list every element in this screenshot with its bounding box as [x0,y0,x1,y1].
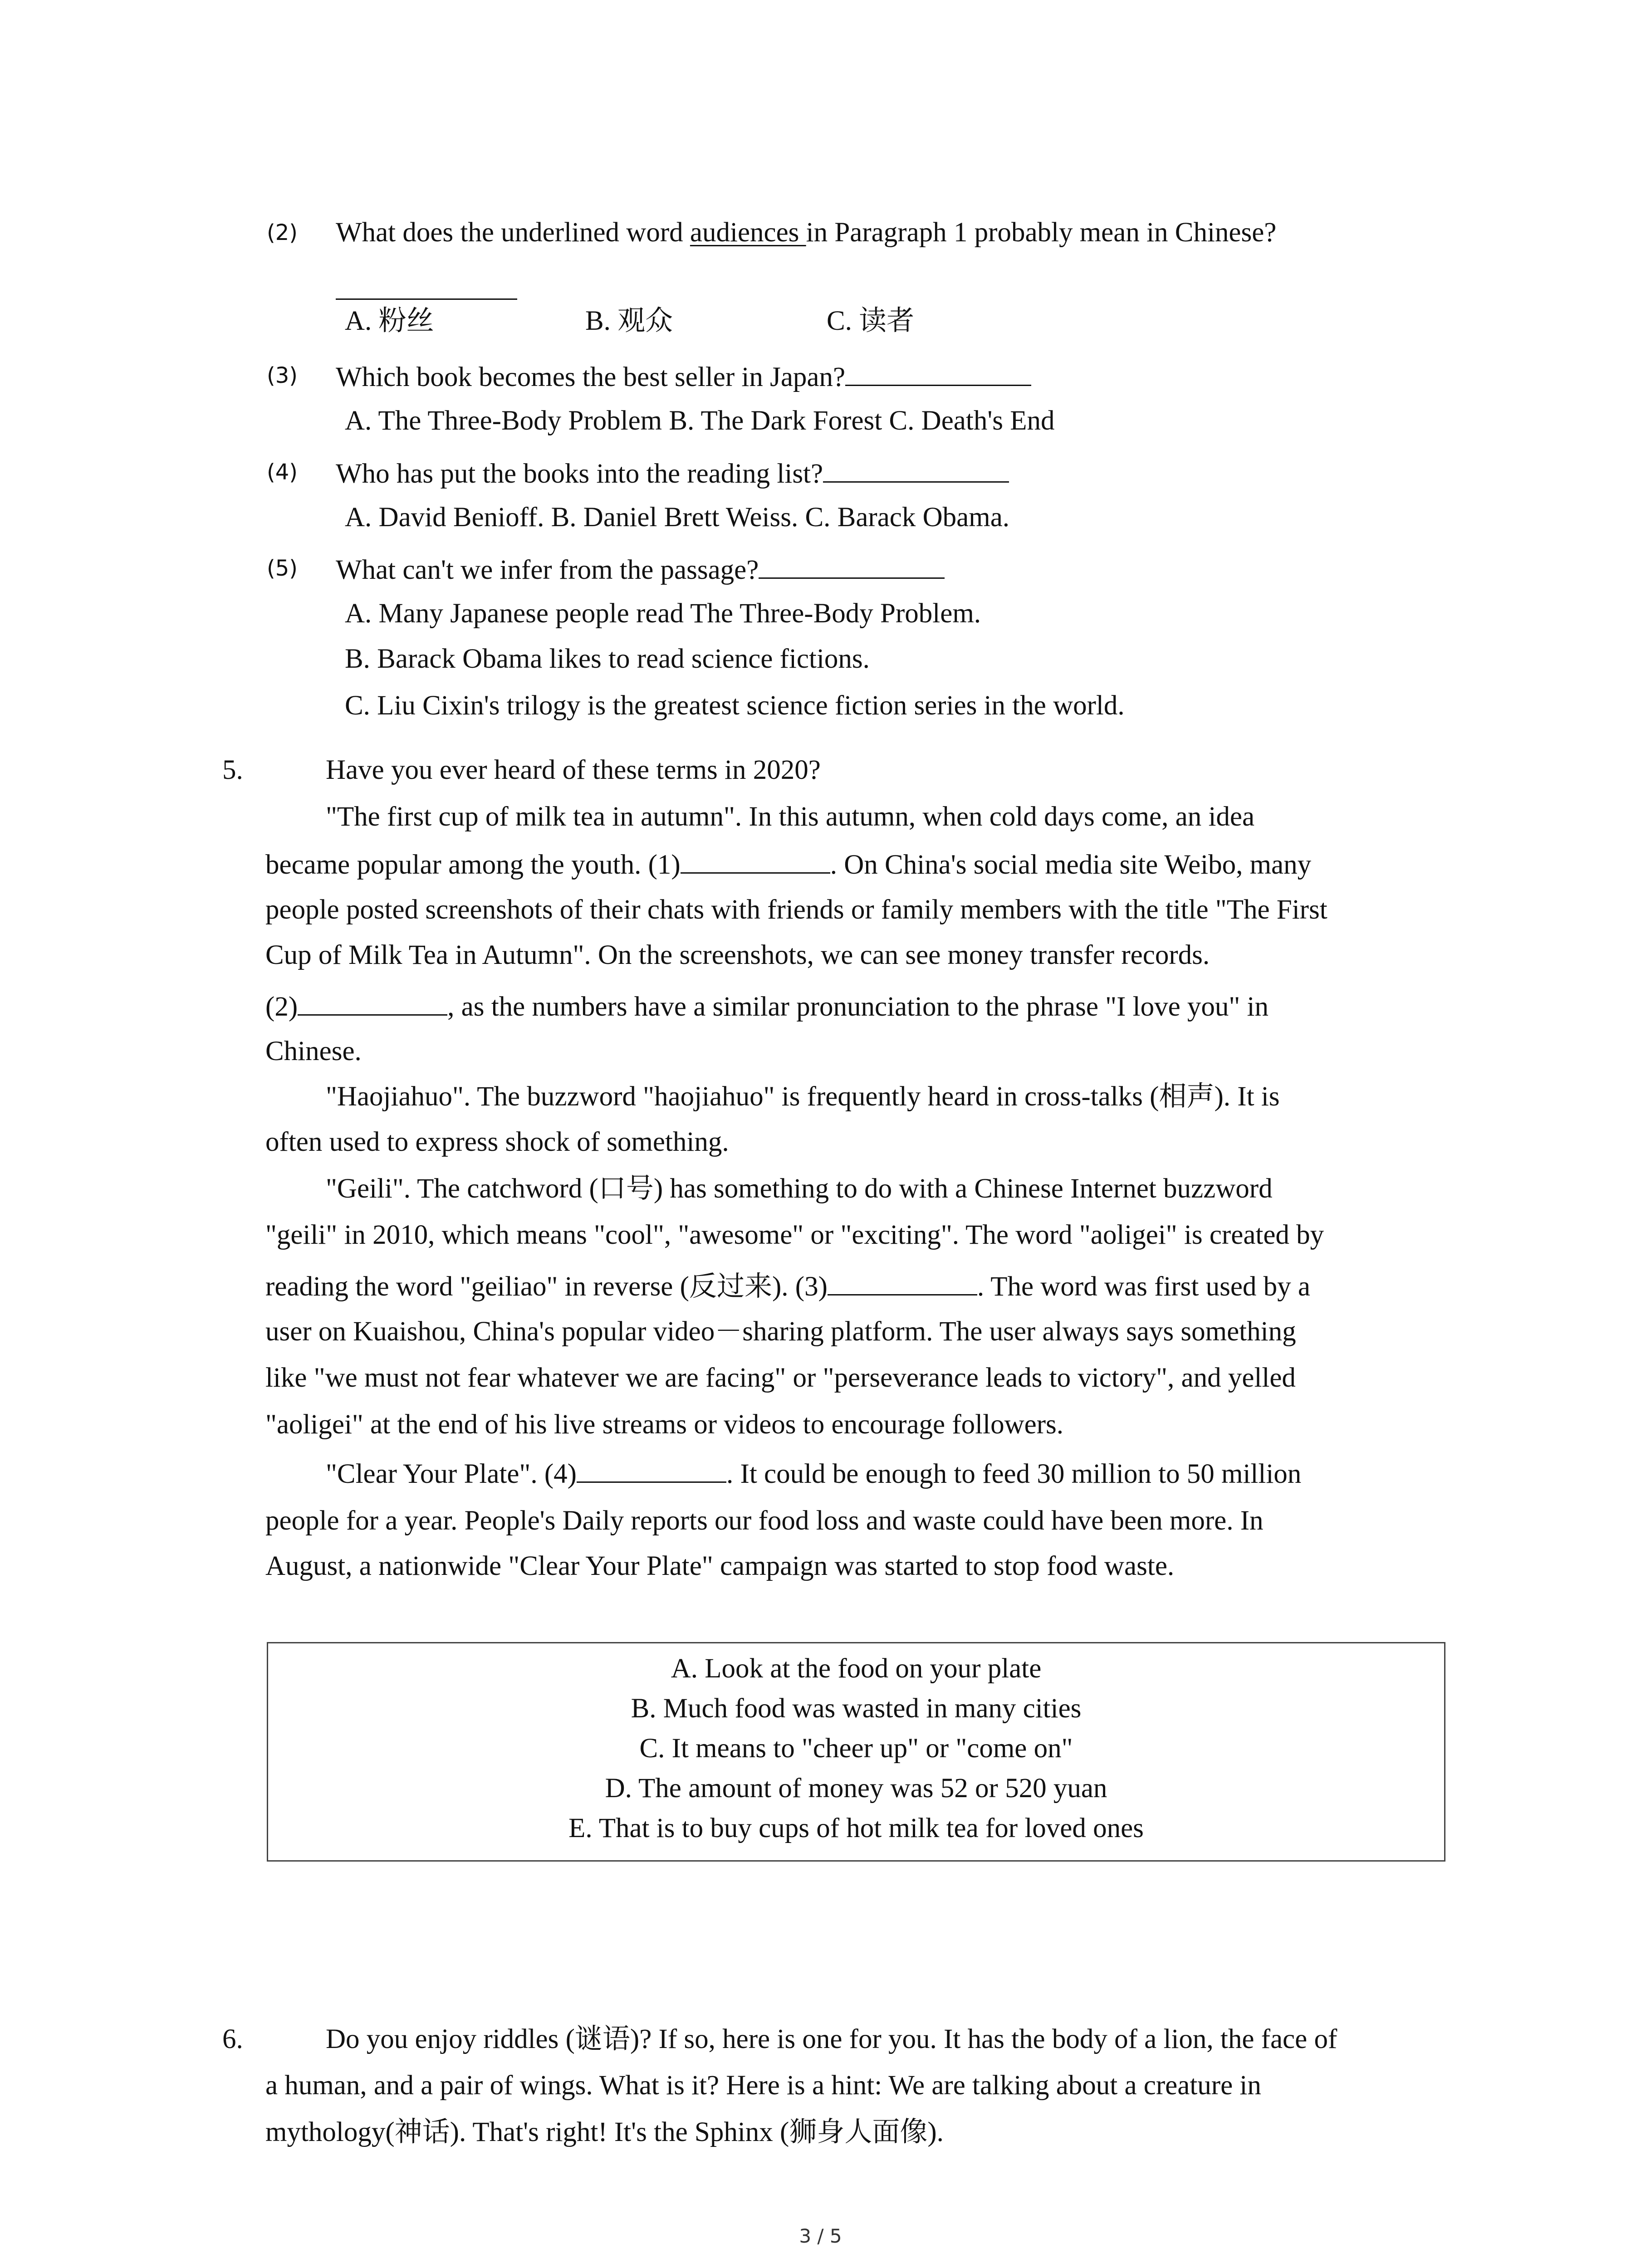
answer-blank[interactable] [759,551,945,579]
question-5-option-c: C. Liu Cixin's trilogy is the greatest science fiction series in the world. [345,690,1125,721]
task-6-number: 6. [222,2024,243,2054]
task-5-line: "Clear Your Plate". (4) . It could be enough to feed 30 million to 50 million [326,1455,1301,1491]
task-5-line: became popular among the youth. (1) . On China's social media site Weibo, many [265,846,1311,882]
option-e: E. That is to buy cups of hot milk tea for loved ones [568,1813,1144,1843]
question-2-option-a: A. 粉丝 [345,306,434,336]
question-3-number: (3) [267,363,298,388]
task-5-line: often used to express shock of something. [265,1127,729,1157]
option-c: C. It means to "cheer up" or "come on" [639,1733,1073,1764]
question-3-stem: Which book becomes the best seller in Japan? [336,358,1031,395]
task-5-line: "Geili". The catchword (口号) has something to do with a Chinese Internet buzzword [326,1173,1273,1204]
question-5-stem: What can't we infer from the passage? [336,551,945,587]
task-6-line: mythology(神话). That's right! It's the Sphinx (狮身人面像). [265,2117,944,2147]
answer-blank[interactable] [823,455,1009,483]
option-d: D. The amount of money was 52 or 520 yuan [605,1773,1107,1804]
task-5-number: 5. [222,755,243,785]
option-b: B. Much food was wasted in many cities [631,1693,1082,1724]
question-2-option-c: C. 读者 [827,306,915,336]
answer-blank-1[interactable] [681,846,830,874]
task-5-line: like "we must not fear whatever we are facing" or "perseverance leads to victory", and yelled [265,1363,1296,1393]
answer-blank[interactable] [845,358,1031,386]
task-5-line: "aoligei" at the end of his live streams or videos to encourage followers. [265,1409,1063,1440]
task-5-line: August, a nationwide "Clear Your Plate" campaign was started to stop food waste. [265,1551,1175,1581]
answer-blank[interactable] [336,272,517,308]
question-2-stem: What does the underlined word audiences in Paragraph 1 probably mean in Chinese? [336,217,1277,248]
question-5-number: (5) [267,556,298,581]
task-5-line: reading the word "geiliao" in reverse (反过来). (3) . The word was first used by a [265,1268,1310,1304]
question-3-options: A. The Three-Body Problem B. The Dark Forest C. Death's End [345,406,1055,436]
question-4-stem: Who has put the books into the reading list? [336,455,1009,491]
task-6-line: Do you enjoy riddles (谜语)? If so, here is one for you. It has the body of a lion, the face of [326,2024,1337,2054]
underlined-word: audiences [690,217,806,248]
answer-blank-3[interactable] [828,1268,977,1295]
option-a: A. Look at the food on your plate [671,1653,1042,1684]
task-5-line: "geili" in 2010, which means "cool", "awesome" or "exciting". The word "aoligei" is created by [265,1220,1324,1250]
task-5-line: Cup of Milk Tea in Autumn". On the screenshots, we can see money transfer records. [265,940,1210,970]
page-number: 3 / 5 [799,2225,842,2247]
task-5-line: "The first cup of milk tea in autumn". In this autumn, when cold days come, an idea [326,802,1255,832]
task-5-line: Chinese. [265,1036,362,1066]
question-2-option-b: B. 观众 [585,306,673,336]
task-5-line: people posted screenshots of their chats with friends or family members with the title "The First [265,894,1327,925]
task-5-line: (2) , as the numbers have a similar pronunciation to the phrase "I love you" in [265,988,1269,1024]
question-5-option-b: B. Barack Obama likes to read science fictions. [345,644,870,674]
options-box [267,1642,1445,1862]
task-5-line: "Haojiahuo". The buzzword "haojiahuo" is frequently heard in cross-talks (相声). It is [326,1081,1280,1112]
answer-blank-2[interactable] [298,988,447,1016]
answer-blank-4[interactable] [577,1455,726,1483]
task-5-line: Have you ever heard of these terms in 2020? [326,755,821,785]
task-5-line: people for a year. People's Daily reports our food loss and waste could have been more. In [265,1505,1264,1536]
question-4-options: A. David Benioff. B. Daniel Brett Weiss. C. Barack Obama. [345,502,1010,533]
task-6-line: a human, and a pair of wings. What is it? Here is a hint: We are talking about a creature in [265,2070,1261,2101]
question-4-number: (4) [267,459,298,485]
question-5-option-a: A. Many Japanese people read The Three-Body Problem. [345,598,981,629]
question-2-number: (2) [267,220,298,245]
task-5-line: user on Kuaishou, China's popular video－sharing platform. The user always says something [265,1316,1296,1347]
